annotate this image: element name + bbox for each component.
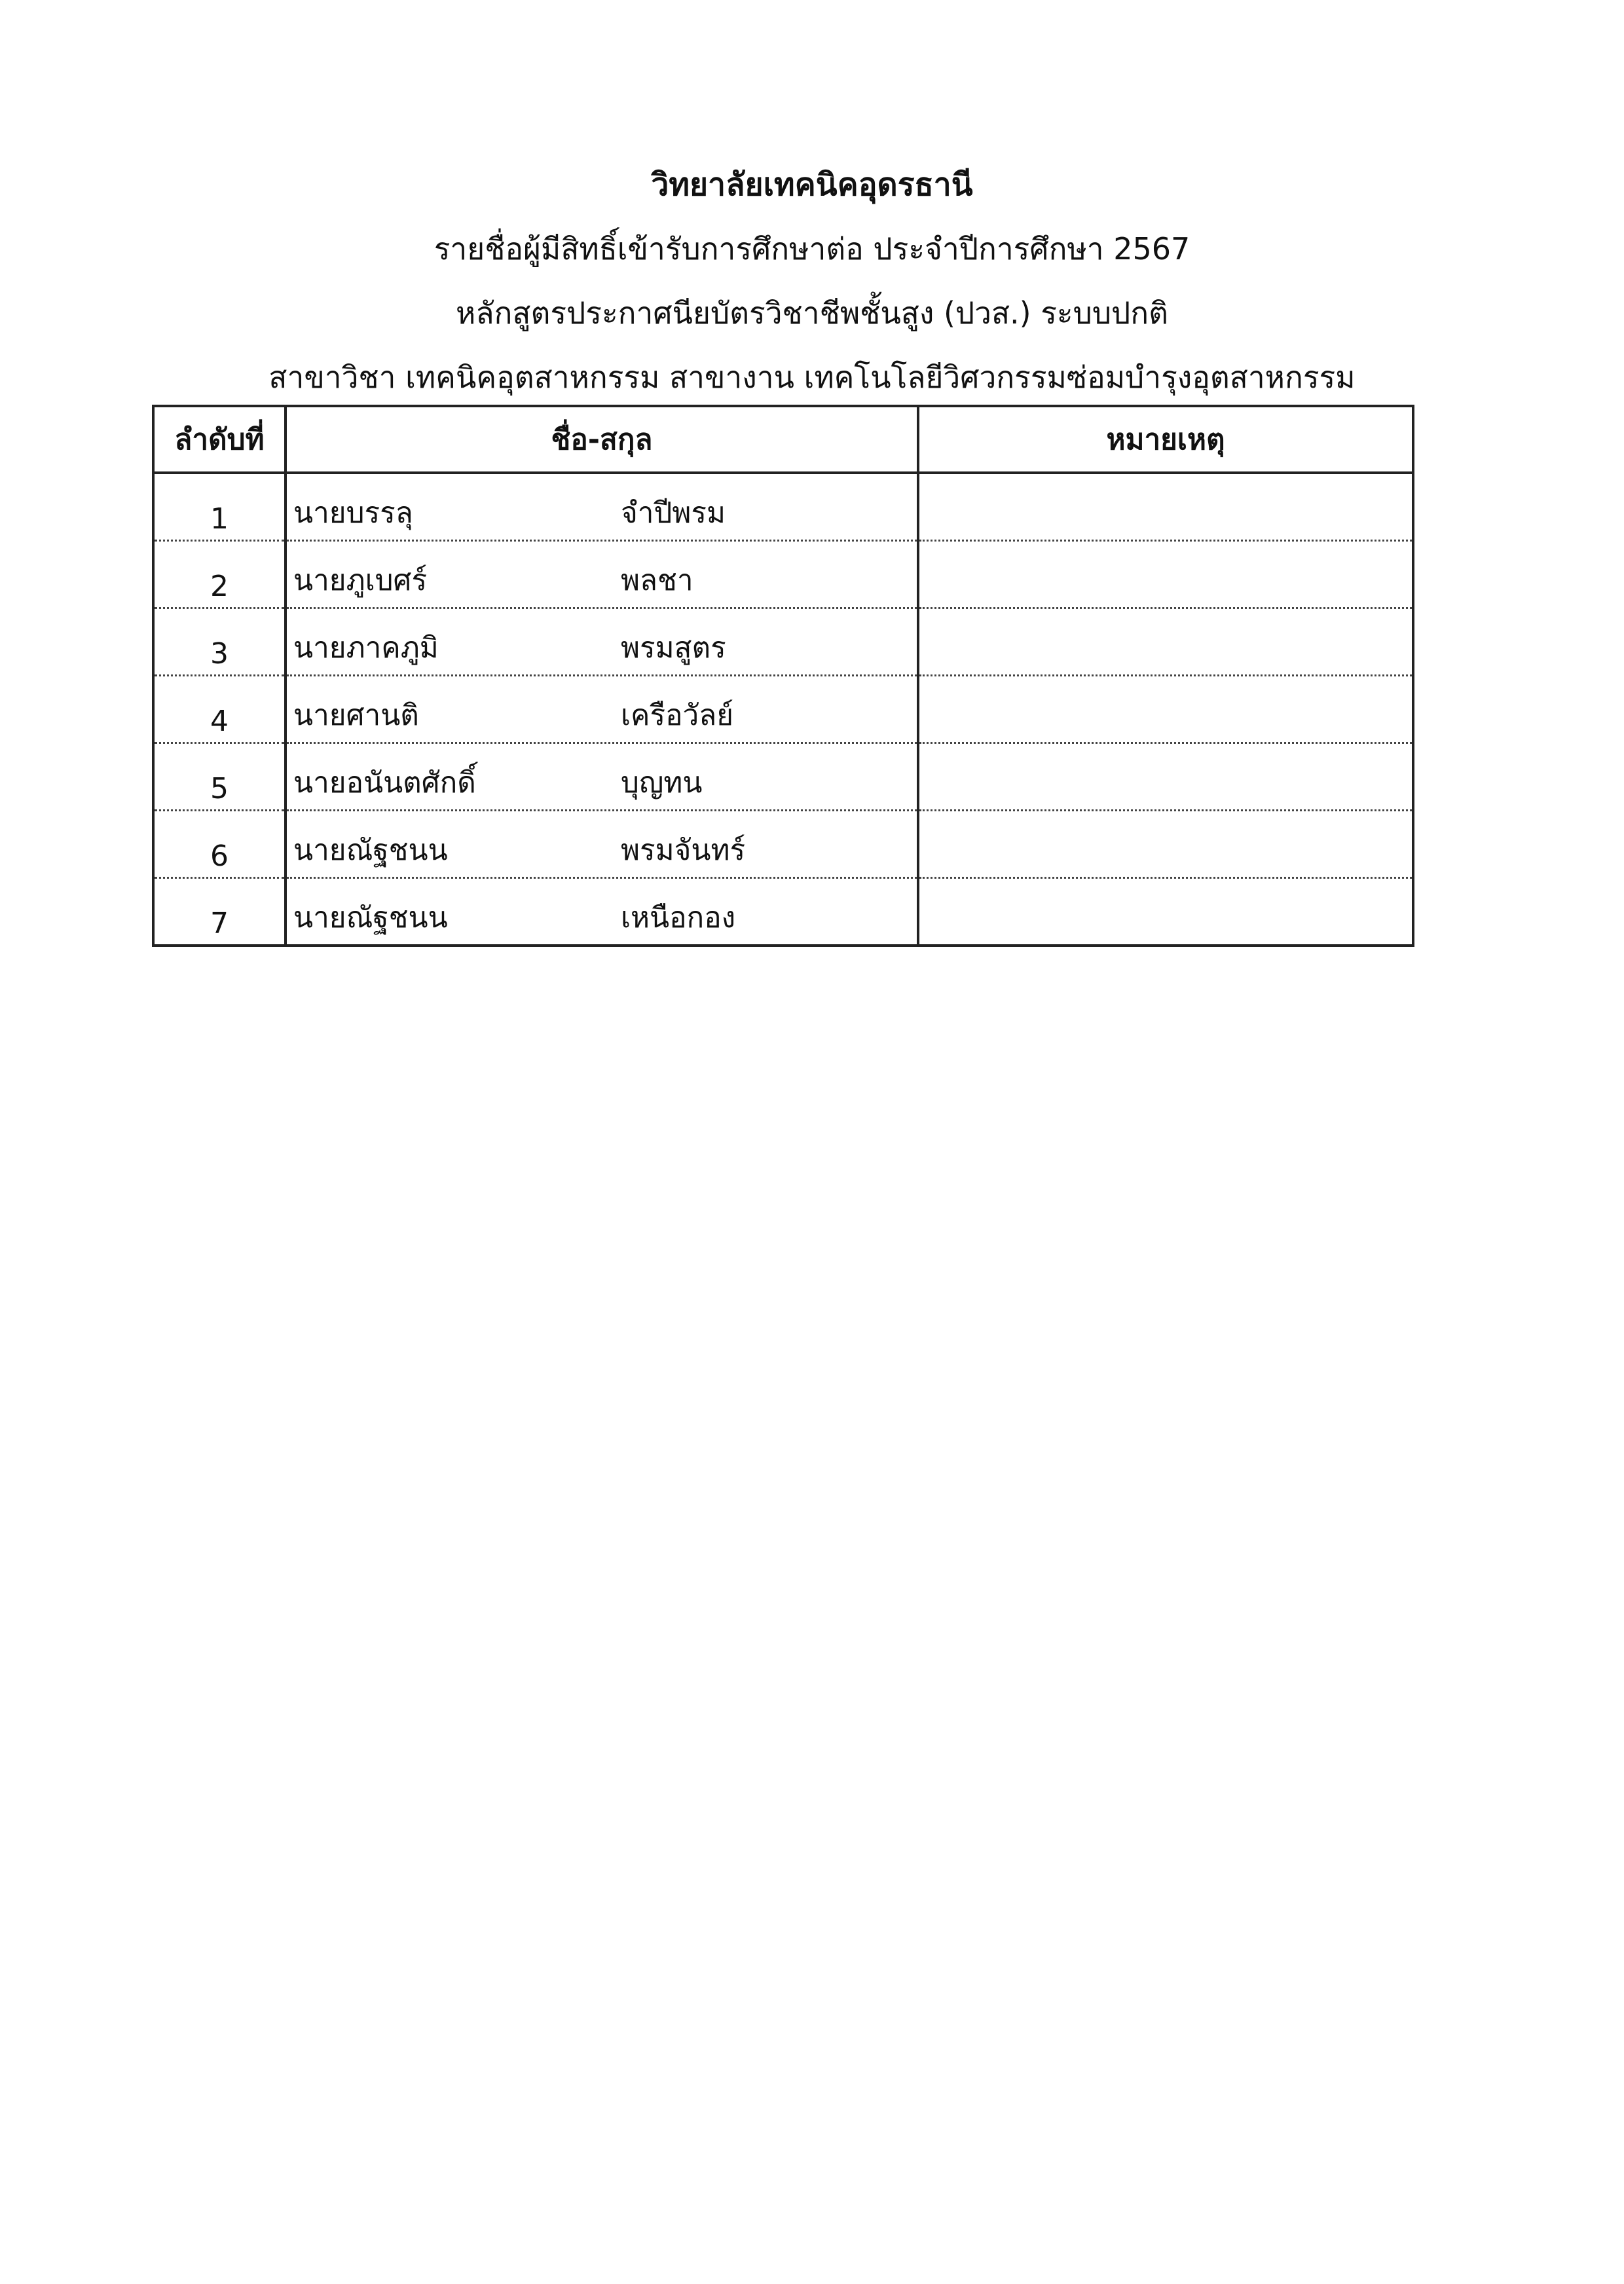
- row-first-name: นายอนันตศักดิ์: [293, 766, 476, 800]
- row-number: 2: [153, 541, 286, 608]
- row-fullname: [286, 608, 918, 676]
- student-roster-table: [152, 405, 1414, 947]
- row-remark: [918, 541, 1413, 608]
- row-last-name: พลชา: [621, 564, 693, 597]
- row-last-name: เครือวัลย์: [621, 699, 733, 732]
- row-fullname: [286, 676, 918, 743]
- department-line: สาขาวิชา เทคนิคอุตสาหกรรม สาขางาน เทคโนโลยีวิศวกรรมซ่อมบำรุงอุตสาหกรรม: [268, 359, 1356, 395]
- row-remark: [918, 878, 1413, 946]
- document-title: วิทยาลัยเทคนิคอุดรธานี: [651, 166, 973, 203]
- table-row: [153, 608, 1413, 676]
- row-remark: [918, 811, 1413, 878]
- row-number: 4: [153, 676, 286, 743]
- table-header-row: [153, 406, 1413, 473]
- row-fullname: [286, 541, 918, 608]
- row-first-name: นายภาคภูมิ: [293, 631, 439, 665]
- column-header-name: ชื่อ-สกุล: [286, 406, 918, 473]
- table-row: [153, 743, 1413, 811]
- row-remark: [918, 676, 1413, 743]
- row-first-name: นายศานติ: [293, 699, 419, 732]
- row-number: 1: [153, 473, 286, 541]
- row-number: 6: [153, 811, 286, 878]
- table-row: [153, 541, 1413, 608]
- row-remark: [918, 743, 1413, 811]
- row-last-name: พรมจันทร์: [621, 834, 746, 867]
- table-row: [153, 878, 1413, 946]
- row-number: 5: [153, 743, 286, 811]
- row-first-name: นายภูเบศร์: [293, 564, 428, 597]
- table-row: [153, 473, 1413, 541]
- row-last-name: จำปีพรม: [621, 496, 726, 530]
- column-header-number: ลำดับที่: [153, 406, 286, 473]
- row-remark: [918, 473, 1413, 541]
- row-fullname: [286, 878, 918, 946]
- row-last-name: พรมสูตร: [621, 631, 726, 665]
- table-row: [153, 811, 1413, 878]
- row-last-name: บุญทน: [621, 766, 703, 800]
- row-last-name: เหนือกอง: [621, 901, 736, 934]
- row-remark: [918, 608, 1413, 676]
- document-subtitle: รายชื่อผู้มีสิทธิ์เข้ารับการศึกษาต่อ ประจำปีการศึกษา 2567: [434, 231, 1190, 267]
- row-number: 3: [153, 608, 286, 676]
- row-fullname: [286, 743, 918, 811]
- row-number: 7: [153, 878, 286, 946]
- row-fullname: [286, 473, 918, 541]
- column-header-remark: หมายเหตุ: [918, 406, 1413, 473]
- row-first-name: นายบรรลุ: [293, 496, 413, 530]
- row-fullname: [286, 811, 918, 878]
- row-first-name: นายณัฐชนน: [293, 834, 448, 867]
- table-row: [153, 676, 1413, 743]
- program-line: หลักสูตรประกาศนียบัตรวิชาชีพชั้นสูง (ปวส.) ระบบปกติ: [456, 295, 1168, 331]
- row-first-name: นายณัฐชนน: [293, 901, 448, 934]
